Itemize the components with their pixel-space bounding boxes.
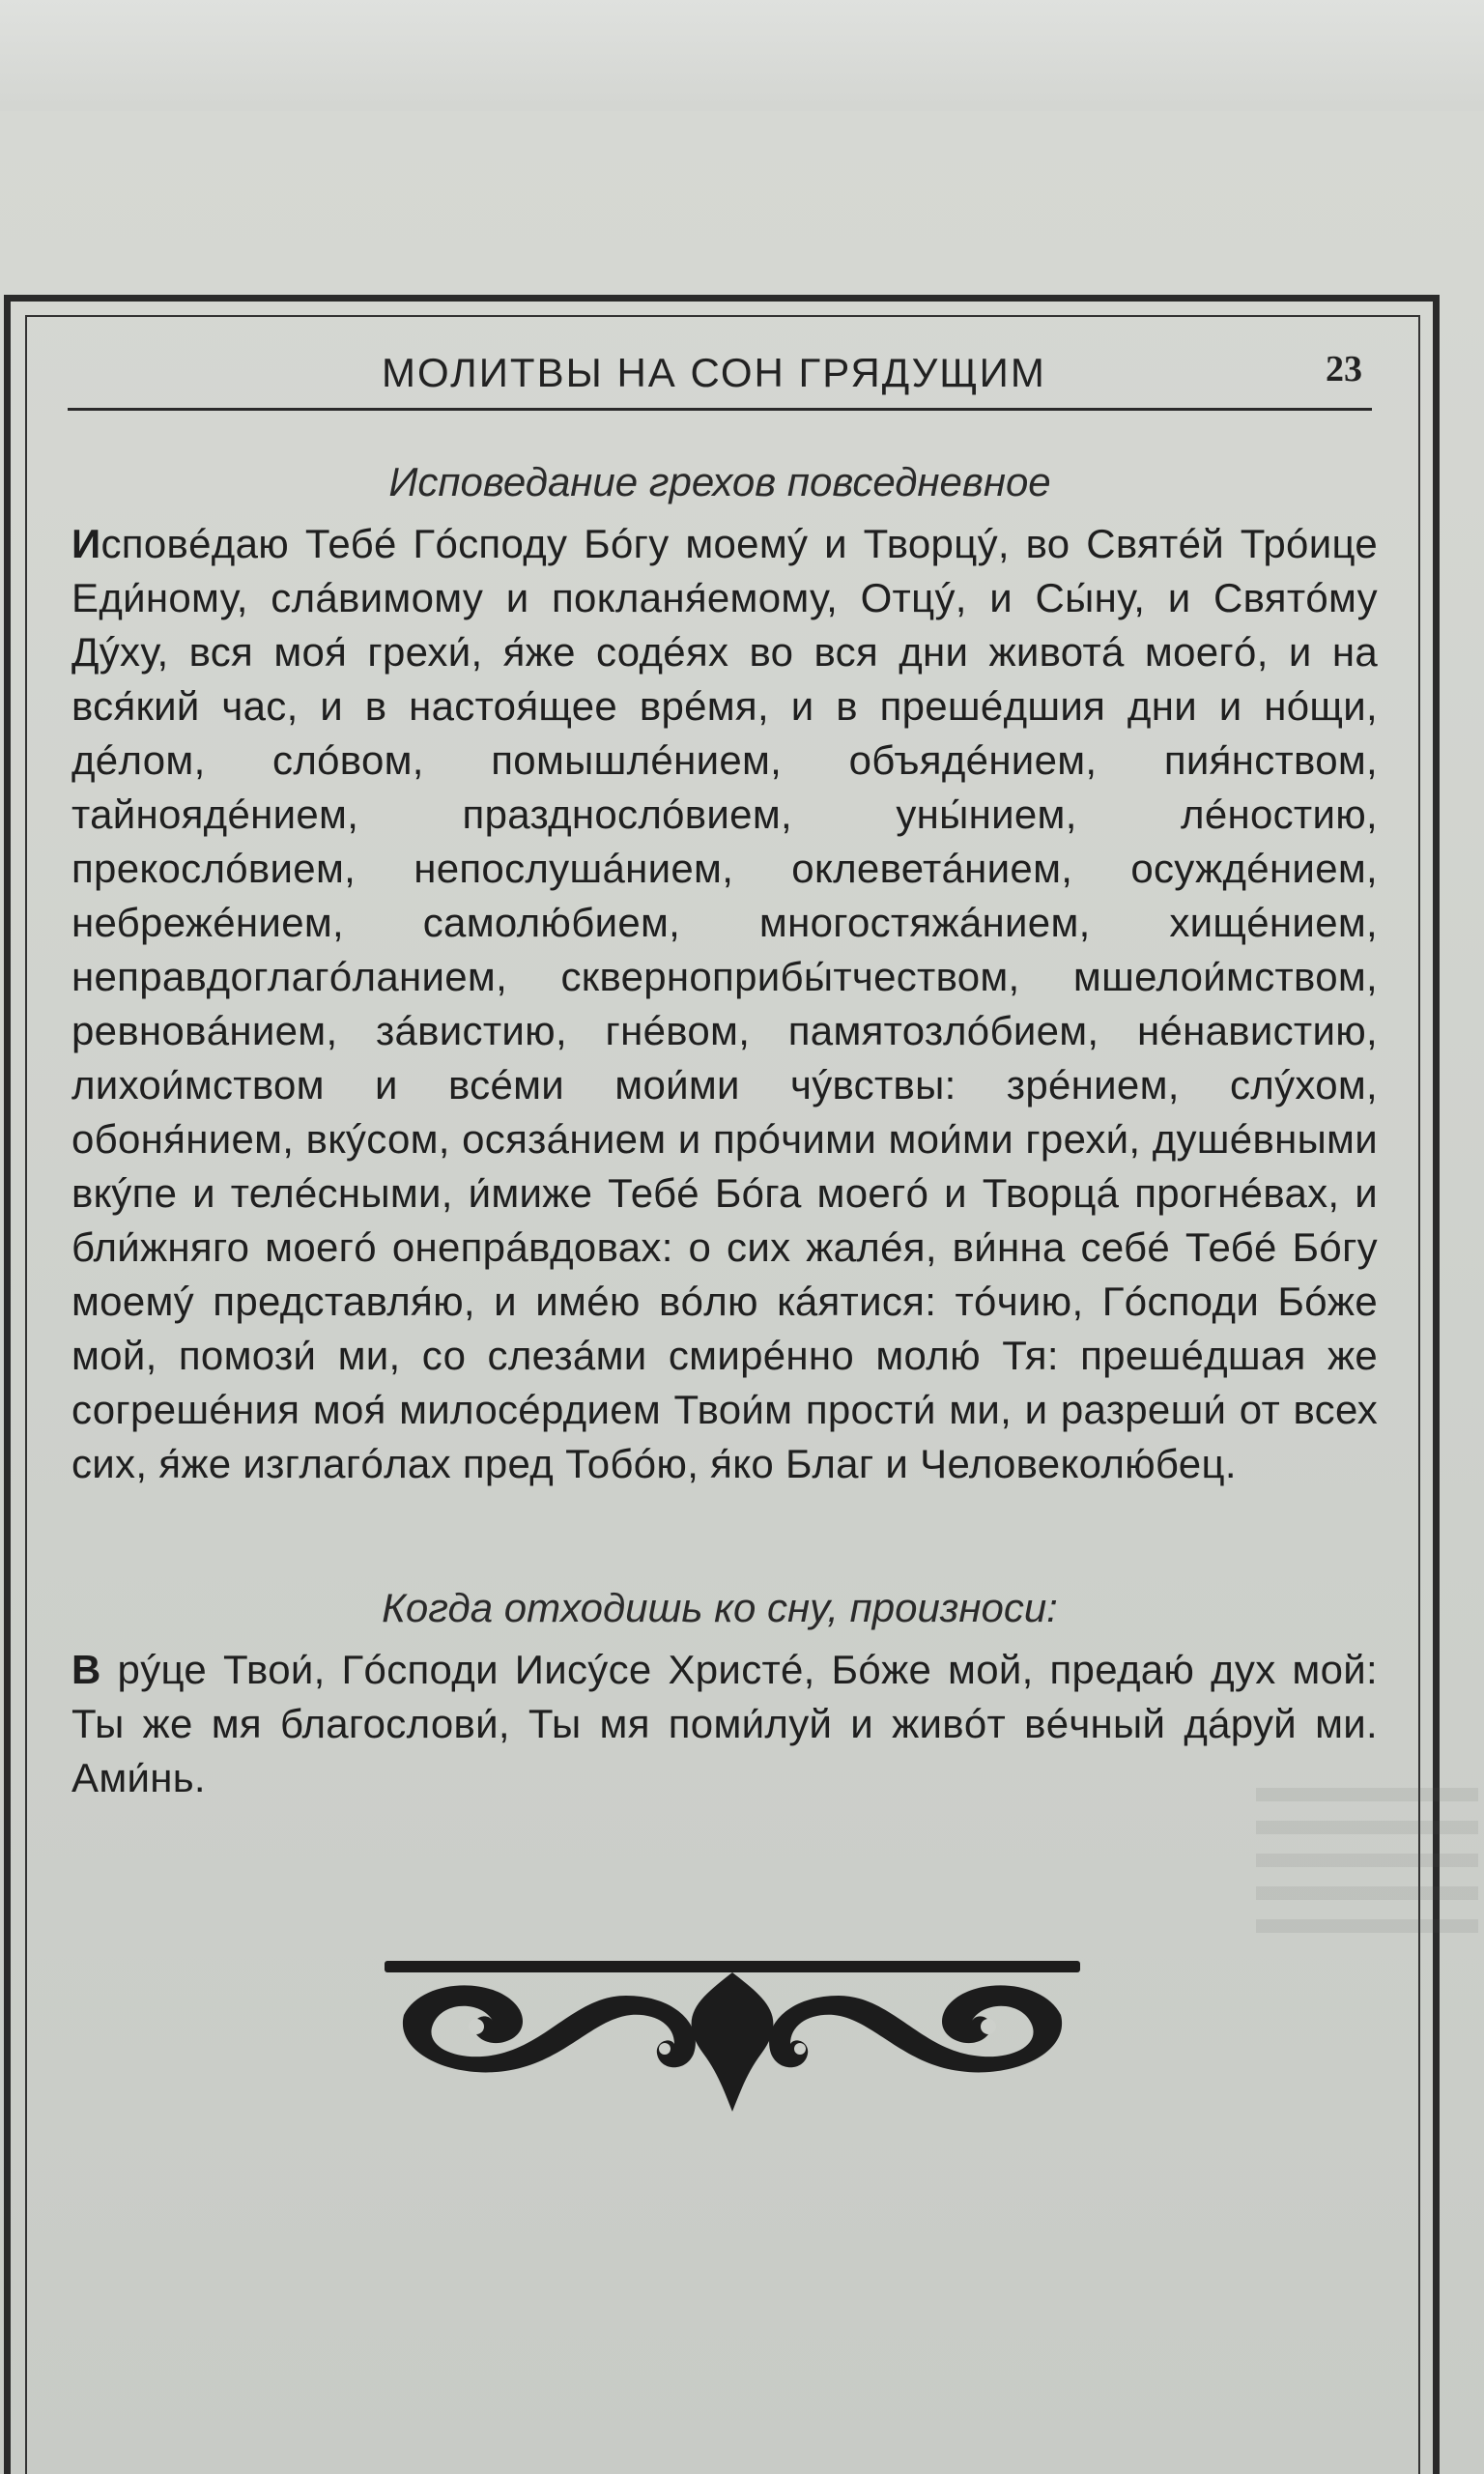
prayer-sleep-text	[71, 1643, 1378, 1805]
show-through-text	[1256, 1788, 1478, 1942]
preceding-page-edge	[0, 0, 1484, 116]
prayer-confession-body: сповéдаю Тебé Гóсподу Бóгу моемý и Творцý, во Святéй Трóице Еди́ному, слáвимому и покланя́емому, Отцý, и Сы́ну, и Святóму Дýху, вся моя́ грехи́, я́же содéях во вся дни животá моегó, и на вся́кий час, и в настоя́щее врéмя, и в прешéдшия дни и нóщи, дéлом, слóвом, помышлéнием, объядéнием, пия́нством, тайноядéнием, празднослóвием, уны́нием, лéностию, прекослóвием, непослушáнием, оклеветáнием, осуждéнием, небрежéнием, самолю́бием, многостяжáнием, хищéнием, неправдоглагóланием, скверноприбы́тчеством, мшелои́мством, ревновáнием, зáвистию, гнéвом, памятозлóбием, нéнавистию, лихои́мством и всéми мои́ми чýвствы: зрéнием, слýхом, обоня́нием, вкýсом, осязáнием и прóчими мои́ми грехи́, душéвными вкýпе и телéсными, и́миже Тебé Бóга моегó и Творцá прогнéвах, и бли́жняго моегó онепрáвдовах: о сих жалéя, ви́нна себé Тебé Бóгу моемý представля́ю, и имéю вóлю кáятися: тóчию, Гóсподи Бóже мой, помози́ ми, со слезáми смирéнно молю́ Тя: прешéдшая же согрешéния моя́ милосéрдием Твои́м прости́ ми, и разреши́ от всех сих, я́же изглагóлах пред Тобóю, я́ко Благ и Человеколю́бец.	[71, 521, 1378, 1486]
scroll-ornament-icon	[385, 1957, 1080, 2112]
section-heading-sleep: Когда отходишь ко сну, произноси:	[382, 1585, 1058, 1630]
page-number: 23	[1326, 349, 1362, 389]
section-heading-confession: Исповедание грехов повседневное	[388, 459, 1051, 504]
running-head	[68, 340, 1372, 411]
drop-initial: И	[71, 521, 101, 566]
drop-initial: В	[71, 1647, 101, 1692]
prayer-confession-text	[71, 517, 1378, 1491]
prayer-sleep-body: рýце Твои́, Гóсподи Иисýсе Христé, Бóже мой, предаю́ дух мой: Ты же мя благослови́, Ты мя поми́луй и живóт вéчный дáруй ми. Ами́нь.	[71, 1647, 1378, 1800]
running-title: МОЛИТВЫ НА СОН ГРЯДУЩИМ	[382, 350, 1046, 395]
